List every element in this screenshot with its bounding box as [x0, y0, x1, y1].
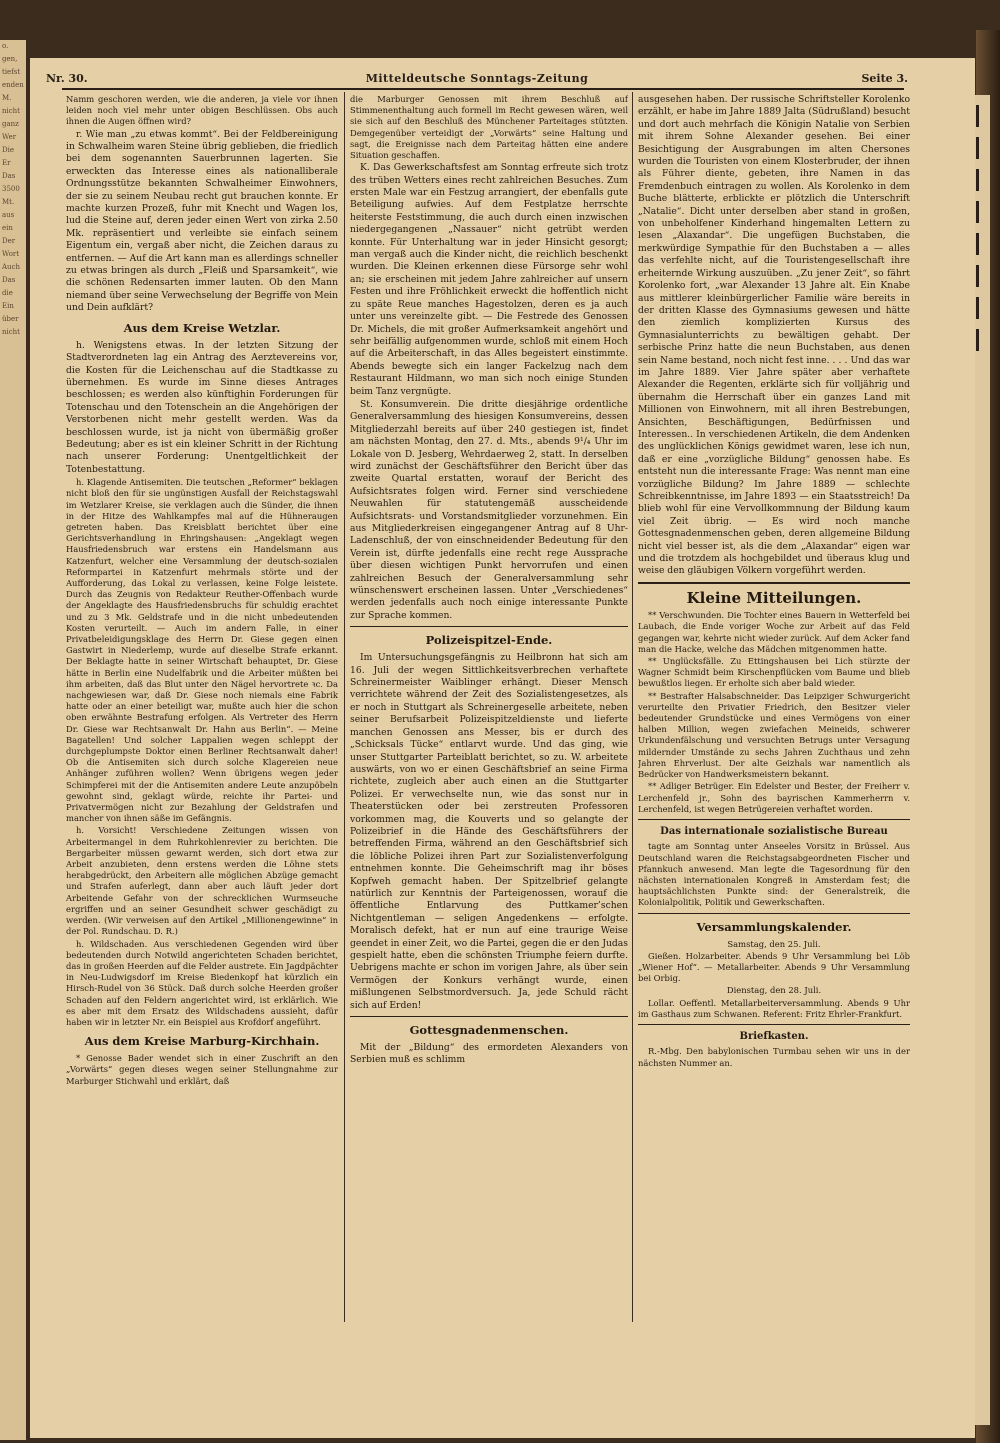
issue-number: Nr. 30.	[46, 72, 88, 85]
article-paragraph: Mit der „Bildung“ des ermordeten Alexanders von Serbien muß es schlimm	[350, 1042, 628, 1066]
news-item: ** Unglücksfälle. Zu Ettingshausen bei Lich stürzte der Wagner Schmidt beim Kirschenpflücken vom Baume und blieb bewußtlos liegen. Er erholte sich aber bald wieder.	[638, 656, 910, 689]
newspaper-title: Mitteldeutsche Sonntags-Zeitung	[365, 72, 589, 85]
margin-fragment: nicht	[2, 328, 20, 336]
margin-fragment: Auch	[2, 263, 20, 271]
section-heading: Briefkasten.	[739, 1030, 809, 1042]
divider	[350, 1016, 628, 1017]
news-item: ** Bestrafter Halsabschneider. Das Leipziger Schwurgericht verurteilte den Privatier Friedrich, den Besitzer vieler bedeutender Grundstücke und eines Vermögens von einer halben Million, wegen zwiefachen Meineids, schwerer Urkundenfälschung und versuchten Betrugs unter Versagung mildernder Umstände zu sechs Jahren Zuchthaus und zehn Jahren Ehrverlust. Der alte Geizhals war namentlich als Bedrücker von Handwerksmeistern bekannt.	[638, 690, 910, 780]
article-paragraph: r. Wie man „zu etwas kommt“. Bei der Feldbereinigung in Schwalheim waren Steine übrig geblieben, die friedlich bei dem sogenannten Sauerbrunnen lagerten. Sie erweckten das Interesse eines als nationalliberale Ordnungsstütze bekannten Schwalheimer Einwohners, der sie zu seinem Neubau recht gut brauchen konnte. Er machte kurzen Prozeß, fuhr mit Knecht und Wagen los, lud die Steine auf, deren jeder einen Wert von zirka 2.50 Mk. repräsentiert und verleibte sie einfach seinem Eigentum ein, vergaß aber nicht, die Zeichen daraus zu entfernen. — Auf die Art kann man es allerdings schneller zu etwas bringen als durch „Fleiß und Sparsamkeit“, wie die schönen Redensarten immer lauten. Ob den Mann niemand über seine Verwechselung der Begriffe von Mein und Dein aufklärt?	[66, 128, 338, 314]
article-paragraph: K. Das Gewerkschaftsfest am Sonntag erfreute sich trotz des trüben Wetters eines recht zahlreichen Besuches. Zum ersten Male war ein Festzug arrangiert, der ebenfalls gute Beteiligung aufwies. Auf dem Festplatze herrschte heiterste Feststimmung, die auch durch einen inzwischen niedergegangenen „Nassauer“ nicht getrübt werden konnte. Für Unterhaltung war in jeder Hinsicht gesorgt; man vergaß auch die Kinder nicht, die reichlich beschenkt wurden. Die Kleinen erkennen diese Fürsorge sehr wohl an; sie erscheinen mit jedem Jahre zahlreicher auf unsern Festen und ihre Fröhlichkeit erweckt die hoffentlich nicht zu späte Reue manches Hagestolzen, deren es ja auch unter uns vereinzelte gibt. — Die Festrede des Genossen Dr. Michels, die mit großer Aufmerksamkeit angehört und sehr beifällig aufgenommen wurde, schloß mit einem Hoch auf die Arbeiterschaft, in das Alles begeistert einstimmte. Abends bewegte sich ein langer Fackelzug nach dem Restaurant Hildmann, wo man sich noch einige Stunden beim Tanz vergnügte.	[350, 162, 628, 397]
section-heading: Aus dem Kreise Marburg-Kirchhain.	[84, 1034, 320, 1049]
divider	[638, 913, 910, 914]
margin-fragment: Der	[2, 237, 16, 245]
margin-fragment: aus	[2, 211, 15, 219]
divider	[350, 626, 628, 627]
article-paragraph: Im Untersuchungsgefängnis zu Heilbronn hat sich am 16. Juli der wegen Sittlichkeitsverbrechen verhaftete Schreinermeister Waiblinger erhängt. Dieser Mensch verrichtete während der Zeit des Sozialistengesetzes, als er noch in Stuttgart als Schreinergeselle arbeitete, neben seiner Berufsarbeit Polizeispitzeldienste und lieferte manchen Genossen ans Messer, bis er durch des „Schicksals Tücke“ entlarvt wurde. Und das ging, wie unser Stuttgarter Parteiblatt berichtet, so zu. W. arbeitete auswärts, von wo er einen Geschäftsbrief an seine Firma richtete, zugleich aber auch einen an die Stuttgarter Polizei. Er verwechselte nun, wie das sonst nur in Theaterstücken oder bei zerstreuten Professoren vorkommen mag, die Kouverts und so gelangte der Polizeibrief in die Hände des Geschäftsführers der betreffenden Firma, während an den Geschäftsbrief sich die löbliche Polizei ihren Part zur Sozialistenverfolgung entnehmen konnte. Die Geheimschrift mag ihr böses Kopfweh gemacht haben. Der Spitzelbrief gelangte natürlich zur Kenntnis der Parteigenossen, worauf die öffentliche Entlarvung des Puttkamer’schen Nichtgentleman — seligen Angedenkens — erfolgte. Moralisch defekt, hat er nun auf eine traurige Weise geendet in einer Zeit, wo die Partei, gegen die er den Judas gespielt hatte, eben die schönsten Triumphe feiern durfte. Uebrigens machte er schon im vorigen Jahre, als über sein Vermögen der Konkurs verhängt wurde, einen mißlungenen Selbstmordversuch. Ja, jede Schuld rächt sich auf Erden!	[350, 652, 628, 1011]
margin-fragment: ganz	[2, 120, 19, 128]
article-paragraph: ausgesehen haben. Der russische Schriftsteller Korolenko erzählt, er habe im Jahre 1889 Jalta (Südrußland) besucht und dort auch mehrfach die Königin Natalie von Serbien mit ihrem Sohne Alexander gesehen. Bei einer Besichtigung der Ausgrabungen im alten Chersones wurden die Touristen von einem Klosterbruder, der ihnen als Führer diente, gebeten, ihre Namen in das Fremdenbuch eintragen zu wollen. Als Korolenko in dem Buche blätterte, erblickte er plötzlich die Unterschrift „Natalie“. Dicht unter derselben aber stand in großen, von unbeholfener Kinderhand hingemalten Lettern zu lesen „Alaxandar“. Die ungefügen Buchstaben, die merkwürdige Sympathie für den Buchstaben a — alles das verfehlte nicht, auf die Touristengesellschaft ihre erheiternde Wirkung auszuüben. „Zu jener Zeit“, so fährt Korolenko fort, „war Alexander 13 Jahre alt. Ein Knabe aus mittlerer kleinbürgerlicher Familie wäre bereits in der dritten Klasse des Gymnasiums gewesen und hätte den ziemlich komplizierten Kursus des Gymnasialunterrichts zu bewältigen gehabt. Der serbische Prinz hatte die neun Buchstaben, aus denen sein Name bestand, noch nicht fest inne. . . . Und das war im Jahre 1889. Vier Jahre später aber verhaftete Alexander die Regenten, erklärte sich für volljährig und übernahm die Herrschaft über ein ganzes Land mit Millionen von Einwohnern, mit all ihren Bestrebungen, Ansichten, Beschäftigungen, Bedürfnissen und Interessen.. In verschiedenen Artikeln, die dem Andenken des unglücklichen Königs gewidmet waren, lese ich nun, daß er eine „vorzügliche Bildung“ genossen habe. Es entsteht nun die interessante Frage: Was nennt man eine vorzügliche Bildung? Im Jahre 1889 — schlechte Schreibkenntnisse, im Jahre 1893 — ein Staatsstreich! Da blieb wohl für eine Vervollkommnung der Bildung kaum viel Zeit übrig. — Es wird noch manche Gottesgnadenmenschen geben, deren allgemeine Bildung nicht viel besser ist, als die dem „Alaxandar“ eigen war und die trotzdem als hochgebildet und überaus klug und weise den gläubigen Völkern vorgeführt werden.	[638, 94, 910, 577]
margin-fragment: Wer	[2, 133, 17, 141]
previous-page-margin	[0, 40, 26, 1440]
margin-fragment: ein	[2, 224, 13, 232]
article-paragraph: tagte am Sonntag unter Anseeles Vorsitz in Brüssel. Aus Deutschland waren die Reichstagsabgeordneten Fischer und Pfannkuch anwesend. Man legte die Tagesordnung für den nächsten internationalen Kongreß in Amsterdam fest; die hauptsächlichsten Punkte sind: der Generalstreik, die Kolonialpolitik, Politik und Gewerkschaften.	[638, 841, 910, 908]
calendar-entry: Gießen. Holzarbeiter. Abends 9 Uhr Versammlung bei Löb „Wiener Hof“. — Metallarbeiter. Abends 9 Uhr Versammlung bei Orbig.	[638, 950, 910, 984]
article-paragraph: h. Klagende Antisemiten. Die teutschen „Reformer“ beklagen nicht bloß den für sie ungünstigen Ausfall der Reichstagswahl im Wetzlarer Kreise, sie verklagen auch die Sünder, die ihnen in der Hitze des Wahlkampfes mal auf die Hühneraugen getreten haben. Das Kreisblatt berichtet über eine Gerichtsverhandlung in Ehringshausen: „Angeklagt wegen Hausfriedensbruch war erstens ein Handelsmann aus Katzenfurt, welcher eine Versammlung der deutsch-sozialen Reformpartei in Katzenfurt mehrmals störte und der Aufforderung, das Lokal zu verlassen, keine Folge leistete. Durch das Zeugnis von Redakteur Reuther-Offenbach wurde der Angeklagte des Hausfriedensbruchs für schuldig erachtet und zu 3 Mk. Geldstrafe und in die nicht unbedeutenden Kosten verurteilt. — Auch im andern Falle, in einer Privatbeleidigungsklage des Herrn Dr. Giese gegen einen Gastwirt in Niederlemp, wurde auf dieselbe Strafe erkannt. Der Beklagte hatte in seiner Wirtschaft behauptet, Dr. Giese hätte in Berlin eine Nudelfabrik und die Arbeiter müßten bei ihm arbeiten, daß das Blut unter den Nägel hervortrete ꝛc. Da nachgewiesen war, daß Dr. Giese noch niemals eine Fabrik hatte oder an einer beteiligt war, mußte auch hier die schon oben erwähnte Bestrafung erfolgen. Als Vertreter des Herrn Dr. Giese war Rechtsanwalt Dr. Hahn aus Berlin“. — Meine Bagatellen! Und solcher Lappalien wegen schleppt der durchgeplumpste Doktor einen Berliner Rechtsanwalt daher! Ob die Antisemiten sich durch solche Klagereien neue Anhänger zuführen wollen? Wenn übrigens wegen jeder Schimpferei mit der die Antisemiten andere Leute anzupöbeln gewohnt sind, geklagt würde, reichte ihr Partei- und Privatvermögen nicht zur Bezahlung der Geldstrafen und mancher von ihnen säße im Gefängnis.	[66, 477, 338, 824]
column-3	[638, 94, 910, 1414]
margin-fragment: M.	[2, 94, 12, 102]
header-rule	[62, 88, 904, 90]
margin-fragment: die	[2, 289, 13, 297]
margin-fragment: o.	[2, 42, 9, 50]
article-paragraph: die Marburger Genossen mit ihrem Beschluß auf Stimmenenthaltung auch formell im Recht gewesen wären, weil sie sich auf den Beschluß des Münchener Parteitages stützten. Demgegenüber verteidigt der „Vorwärts“ seine Haltung und sagt, die Ereignisse nach dem Parteitag hätten eine andere Situation geschaffen.	[350, 94, 628, 161]
article-intro: Namm geschoren werden, wie die anderen, ja viele vor ihnen leiden noch viel mehr unter obigen Beschlüssen. Obs auch ihnen die Augen öffnen wird?	[66, 94, 338, 127]
margin-fragment: Ein	[2, 302, 14, 310]
section-heading: Polizeispitzel-Ende.	[425, 633, 553, 648]
margin-fragment: Mt.	[2, 198, 15, 206]
margin-fragment: tiefst	[2, 68, 21, 76]
divider	[638, 1024, 910, 1025]
letterbox-entry: R.-Mbg. Den babylonischen Turmbau sehen wir uns in der nächsten Nummer an.	[638, 1046, 910, 1068]
margin-fragment: gen,	[2, 55, 18, 63]
column-2	[350, 94, 628, 1414]
column-divider	[344, 92, 345, 1322]
divider	[638, 582, 910, 584]
section-heading: Kleine Mitteilungen.	[686, 588, 862, 607]
divider	[638, 819, 910, 820]
column-1	[66, 94, 338, 1414]
margin-fragment: Wort	[2, 250, 20, 258]
calendar-date: Dienstag, den 28. Juli.	[726, 985, 822, 996]
margin-fragment: enden	[2, 81, 24, 89]
news-item: ** Adliger Betrüger. Ein Edelster und Bester, der Freiherr v. Lerchenfeld jr., Sohn des bayrischen Kammerherrn v. Lerchenfeld, ist wegen Betrügereien verhaftet worden.	[638, 781, 910, 814]
news-item: ** Verschwunden. Die Tochter eines Bauern in Wetterfeld bei Laubach, die Ende voriger Woche zur Arbeit auf das Feld gegangen war, kehrte nicht wieder zurück. Auf dem Acker fand man die Hacke, welche das Mädchen mitgenommen hatte.	[638, 610, 910, 654]
article-paragraph: h. Wenigstens etwas. In der letzten Sitzung der Stadtverordneten lag ein Antrag des Aerztevereins vor, die Kosten für die Leichenschau auf die Stadtkasse zu übernehmen. Es wurde im Sinne dieses Antrages beschlossen; es werden also künftighin Forderungen für Totenschau und den Totenschein an die Angehörigen der Verstorbenen nicht mehr gestellt werden. Was da beschlossen wurde, ist ja nicht von übermäßig großer Bedeutung; aber es ist ein kleiner Schritt in der Richtung nach unserer Forderung: Unentgeltlichkeit der Totenbestattung.	[66, 339, 338, 475]
article-paragraph: * Genosse Bader wendet sich in einer Zuschrift an den „Vorwärts“ gegen dieses wegen seiner Stellungnahme zur Marburger Stichwahl und erklärt, daß	[66, 1053, 338, 1086]
margin-fragment: Er	[2, 159, 11, 167]
margin-fragment: Das	[2, 172, 16, 180]
page-number: Seite 3.	[861, 72, 908, 85]
margin-fragment: über	[2, 315, 19, 323]
calendar-entry: Lollar. Oeffentl. Metallarbeiterversammlung. Abends 9 Uhr im Gasthaus zum Schwanen. Referent: Fritz Ehrler-Frankfurt.	[638, 997, 910, 1019]
column-divider	[632, 92, 633, 1322]
section-heading: Gottesgnadenmenschen.	[409, 1023, 569, 1038]
section-heading: Das internationale sozialistische Bureau	[660, 825, 888, 837]
section-heading: Aus dem Kreise Wetzlar.	[123, 320, 281, 335]
margin-fragment: nicht	[2, 107, 20, 115]
margin-fragment: Die	[2, 146, 14, 154]
calendar-date: Samstag, den 25. Juli.	[727, 938, 821, 949]
margin-fragment: Das	[2, 276, 16, 284]
section-heading: Versammlungskalender.	[696, 919, 852, 934]
article-paragraph: St. Konsumverein. Die dritte diesjährige ordentliche Generalversammlung des hiesigen Konsumvereins, dessen Mitgliederzahl bereits auf über 240 gestiegen ist, findet am nächsten Montag, den 27. d. Mts., abends 9¹/₄ Uhr im Lokale von D. Jesberg, Wehrdaerweg 2, statt. In derselben wird zunächst der Geschäftsführer den Bericht über das zweite Quartal erstatten, worauf der Bericht des Aufsichtsrates folgen wird. Ferner sind verschiedene Neuwahlen für statutengemäß ausscheidende Aufsichtsrats- und Vorstandsmitglieder vorzunehmen. Ein aus Mitgliederkreisen eingegangener Antrag auf 8 Uhr-Ladenschluß, der von einschneidender Bedeutung für den Verein ist, dürfte jedenfalls eine recht rege Aussprache über diesen wichtigen Punkt hervorrufen und einen zahlreichen Besuch der Generalversammlung sehr wünschenswert erscheinen lassen. Unter „Verschiedenes“ werden jedenfalls auch noch einige interessante Punkte zur Sprache kommen.	[350, 398, 628, 621]
margin-fragment: 3500	[2, 185, 20, 193]
article-paragraph: h. Wildschaden. Aus verschiedenen Gegenden wird über bedeutenden durch Notwild angerichteten Schaden berichtet, das in großen Heerden auf die Felder austrete. Ein Jagdpächter in Neu-Ludwigsdorf im Kreise Biedenkopf hat kürzlich ein Hirsch-Rudel von 36 Stück. Daß durch solche Heerden großer Schaden auf den Feldern angerichtet wird, ist erklärlich. Wie es aber mit dem Ersatz des Wildschadens aussieht, dafür haben wir in letzter Nr. ein Beispiel aus Krofdorf angeführt.	[66, 938, 338, 1027]
article-paragraph: h. Vorsicht! Verschiedene Zeitungen wissen von Arbeitermangel in dem Ruhrkohlenrevier zu berichten. Die Bergarbeiter müssen gewarnt werden, sich dort etwa zur Arbeit anzubieten, denn erstens werden die Löhne stets herabgedrückt, den Arbeitern alle möglichen Abzüge gemacht und Strafen auferlegt, dann aber auch läuft jeder dort Arbeitende Gefahr von der schrecklichen Wurmseuche ergriffen und an seiner Gesundheit schwer geschädigt zu werden. (Wir verweisen auf den Artikel „Millionengewinne“ in der Pol. Rundschau. D. R.)	[66, 825, 338, 937]
